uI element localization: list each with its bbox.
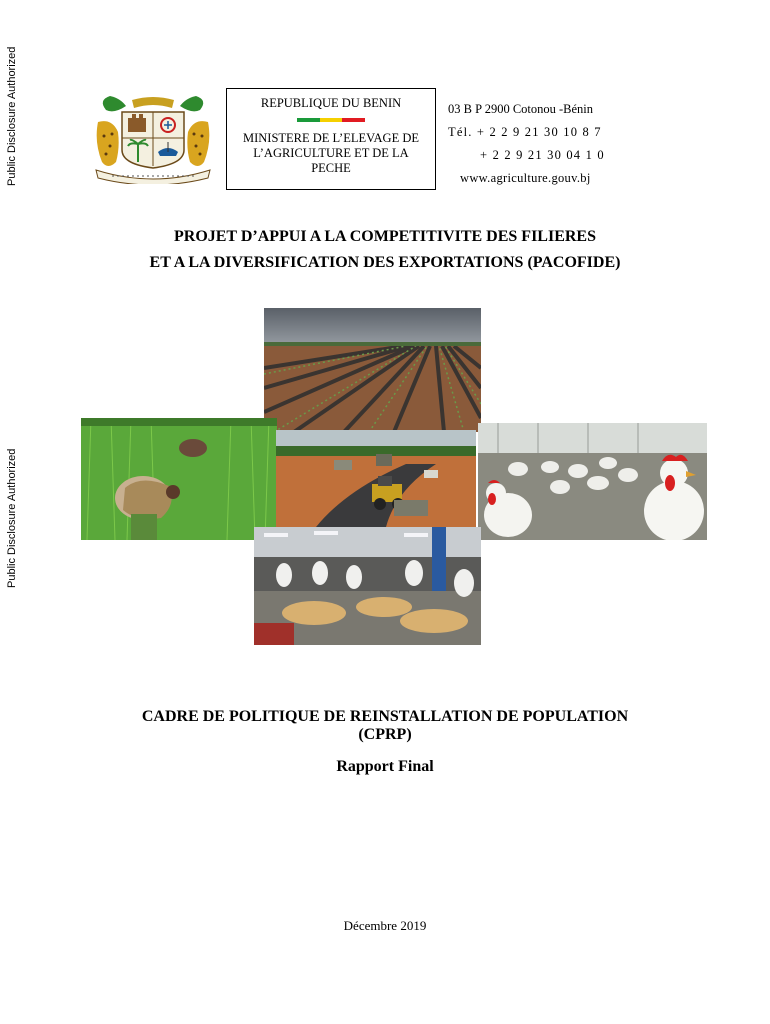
report-type: Rapport Final	[336, 758, 434, 775]
poultry-photo	[478, 423, 707, 540]
contact-block	[448, 98, 628, 190]
document-title	[0, 708, 770, 744]
document-title-line-1: CADRE DE POLITIQUE DE REINSTALLATION DE POPULATION	[141, 708, 629, 725]
plowed-field-photo	[264, 308, 481, 432]
document-title-line-2: (CPRP)	[358, 726, 412, 743]
website-link[interactable]: www.agriculture.gouv.bj	[460, 171, 591, 185]
flag-yellow-stripe	[320, 118, 343, 122]
benin-flag-stripe	[297, 118, 365, 122]
benin-coat-of-arms-icon	[92, 92, 214, 184]
project-title-line-1: PROJET D’APPUI A LA COMPETITIVITE DES FILIERES	[173, 228, 596, 245]
project-title	[0, 224, 770, 276]
flag-green-stripe	[297, 118, 320, 122]
project-title-line-2: ET A LA DIVERSIFICATION DES EXPORTATIONS (PACOFIDE)	[149, 254, 621, 271]
telephone-1: Tél. + 2 2 9 21 30 10 8 7	[448, 125, 602, 139]
road-construction-photo	[276, 430, 476, 527]
disclosure-note: Public Disclosure Authorized	[6, 46, 18, 186]
flag-red-stripe	[342, 118, 365, 122]
disclosure-note: Public Disclosure Authorized	[6, 448, 18, 588]
report-date: Décembre 2019	[343, 918, 427, 933]
postal-address: 03 B P 2900 Cotonou -Bénin	[448, 102, 594, 116]
farmers-photo	[81, 418, 277, 540]
cashew-processing-photo	[254, 527, 481, 645]
ministry-name: MINISTERE DE L’ELEVAGE DE L’AGRICULTURE ET DE LA PECHE	[242, 131, 420, 175]
country-name: REPUBLIQUE DU BENIN	[260, 96, 402, 110]
ministry-header-box	[226, 88, 436, 190]
telephone-2: + 2 2 9 21 30 04 1 0	[480, 148, 605, 162]
